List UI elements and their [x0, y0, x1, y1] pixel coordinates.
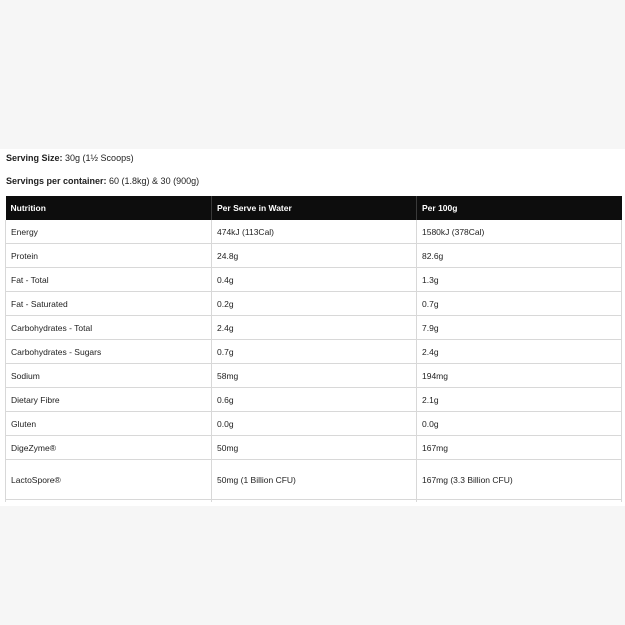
per-serve-value: 0.0g [212, 412, 417, 436]
per-serve-value: 50mg (1 Billion CFU) [212, 460, 417, 500]
nutrition-table [5, 196, 622, 502]
table-row [6, 364, 622, 388]
servings-per-container [6, 175, 199, 187]
per-100g-value: 1580kJ (378Cal) [417, 220, 622, 244]
table-row [6, 244, 622, 268]
nutrient-name: Fat - Saturated [6, 292, 212, 316]
servings-per-container-label: Servings per container: [6, 176, 107, 186]
table-cell-empty [6, 500, 212, 503]
nutrient-name: LactoSpore® [6, 460, 212, 500]
per-serve-value: 58mg [212, 364, 417, 388]
table-row [6, 460, 622, 500]
table-cell-empty [212, 500, 417, 503]
serving-size-value: 30g (1½ Scoops) [62, 153, 134, 163]
per-100g-value: 2.1g [417, 388, 622, 412]
table-row [6, 436, 622, 460]
nutrient-name: Carbohydrates - Sugars [6, 340, 212, 364]
table-row [6, 316, 622, 340]
per-serve-value: 0.6g [212, 388, 417, 412]
bottom-background [0, 506, 625, 625]
serving-size-label: Serving Size: [6, 153, 63, 163]
per-100g-value: 82.6g [417, 244, 622, 268]
per-100g-value: 2.4g [417, 340, 622, 364]
per-100g-value: 1.3g [417, 268, 622, 292]
header-per-serve: Per Serve in Water [212, 196, 417, 220]
table-header-row [6, 196, 622, 220]
per-serve-value: 474kJ (113Cal) [212, 220, 417, 244]
per-serve-value: 50mg [212, 436, 417, 460]
per-serve-value: 2.4g [212, 316, 417, 340]
header-per-100g: Per 100g [417, 196, 622, 220]
nutrient-name: Protein [6, 244, 212, 268]
top-background [0, 0, 625, 149]
nutrient-name: Fat - Total [6, 268, 212, 292]
table-cell-empty [417, 500, 622, 503]
per-100g-value: 7.9g [417, 316, 622, 340]
nutrient-name: Energy [6, 220, 212, 244]
table-row [6, 292, 622, 316]
per-100g-value: 0.7g [417, 292, 622, 316]
per-100g-value: 167mg [417, 436, 622, 460]
header-nutrition: Nutrition [6, 196, 212, 220]
per-100g-value: 0.0g [417, 412, 622, 436]
nutrient-name: Carbohydrates - Total [6, 316, 212, 340]
per-100g-value: 167mg (3.3 Billion CFU) [417, 460, 622, 500]
per-serve-value: 0.7g [212, 340, 417, 364]
nutrient-name: Dietary Fibre [6, 388, 212, 412]
table-row [6, 388, 622, 412]
nutrient-name: DigeZyme® [6, 436, 212, 460]
table-row [6, 220, 622, 244]
table-row-partial [6, 500, 622, 503]
nutrient-name: Sodium [6, 364, 212, 388]
nutrient-name: Gluten [6, 412, 212, 436]
per-serve-value: 24.8g [212, 244, 417, 268]
table-row [6, 412, 622, 436]
per-serve-value: 0.2g [212, 292, 417, 316]
per-serve-value: 0.4g [212, 268, 417, 292]
table-row [6, 340, 622, 364]
nutrition-panel [0, 149, 625, 506]
serving-size [6, 152, 134, 164]
per-100g-value: 194mg [417, 364, 622, 388]
servings-per-container-value: 60 (1.8kg) & 30 (900g) [106, 176, 200, 186]
table-row [6, 268, 622, 292]
